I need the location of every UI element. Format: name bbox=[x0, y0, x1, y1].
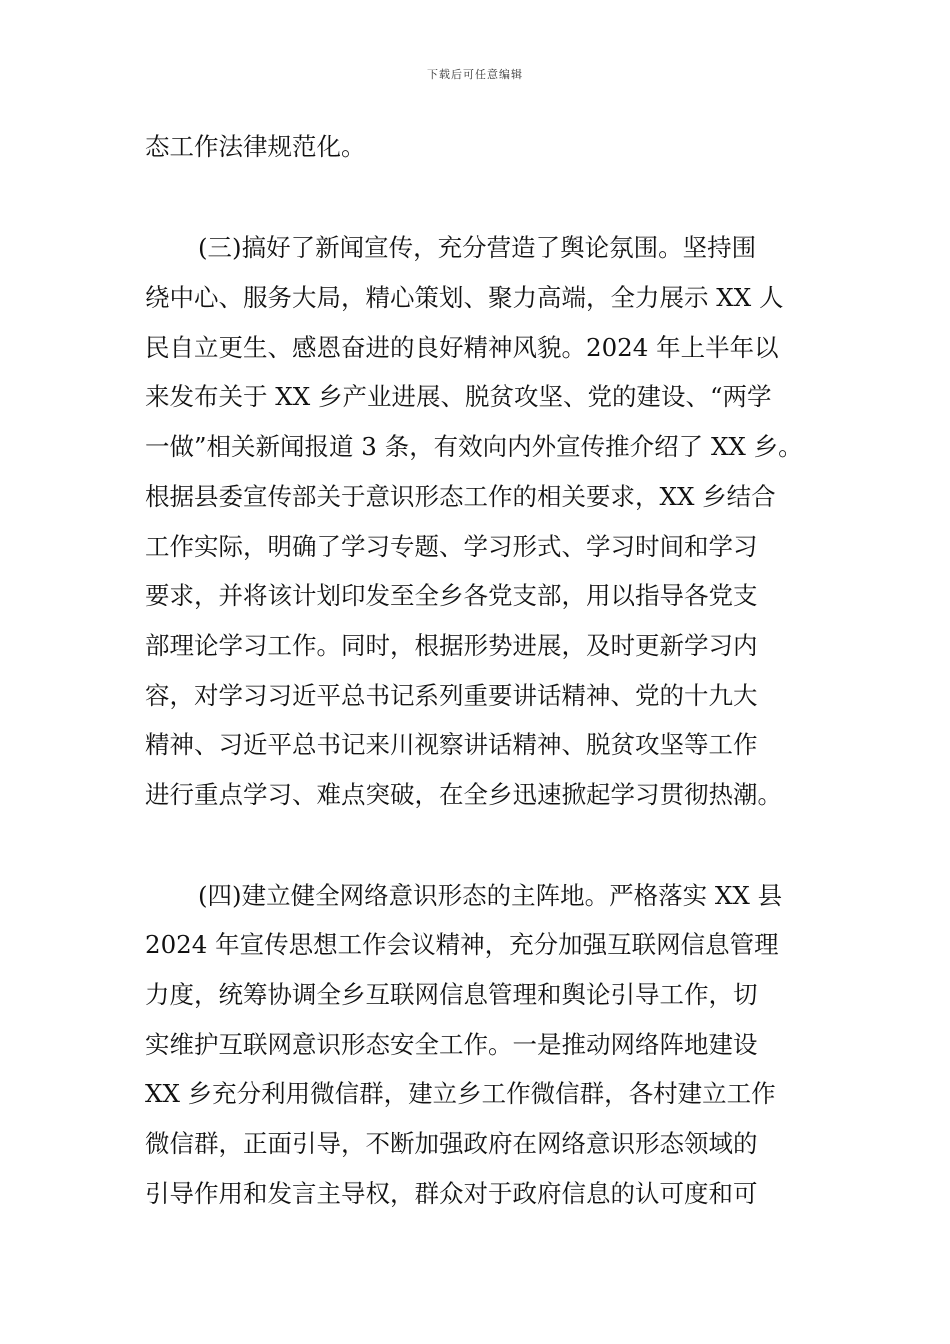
paragraph-line: (三)搞好了新闻宣传，充分营造了舆论氛围。坚持围 bbox=[198, 233, 757, 262]
paragraph-line: 来发布关于 XX 乡产业进展、脱贫攻坚、党的建设、“两学 bbox=[145, 382, 772, 411]
paragraph-line: 绕中心、服务大局，精心策划、聚力高端，全力展示 XX 人 bbox=[145, 283, 784, 312]
paragraph-line: XX 乡充分利用微信群，建立乡工作微信群，各村建立工作 bbox=[145, 1079, 776, 1108]
paragraph-line: 实维护互联网意识形态安全工作。一是推动网络阵地建设 bbox=[145, 1030, 758, 1059]
paragraph-line: (四)建立健全网络意识形态的主阵地。严格落实 XX 县 bbox=[198, 881, 783, 910]
paragraph-line: 民自立更生、感恩奋进的良好精神风貌。2024 年上半年以 bbox=[145, 333, 779, 362]
paragraph-line: 部理论学习工作。同时，根据形势进展，及时更新学习内 bbox=[145, 631, 758, 660]
paragraph-line: 工作实际，明确了学习专题、学习形式、学习时间和学习 bbox=[145, 532, 758, 561]
header-note: 下载后可任意编辑 bbox=[427, 68, 523, 81]
paragraph-line: 微信群，正面引导，不断加强政府在网络意识形态领域的 bbox=[145, 1129, 758, 1158]
paragraph-line: 2024 年宣传思想工作会议精神，充分加强互联网信息管理 bbox=[145, 930, 779, 959]
paragraph-line: 力度，统筹协调全乡互联网信息管理和舆论引导工作，切 bbox=[145, 980, 758, 1009]
paragraph-line: 态工作法律规范化。 bbox=[145, 132, 366, 161]
paragraph-line: 引导作用和发言主导权，群众对于政府信息的认可度和可 bbox=[145, 1179, 758, 1208]
paragraph-line: 容，对学习习近平总书记系列重要讲话精神、党的十九大 bbox=[145, 681, 758, 710]
paragraph-line: 根据县委宣传部关于意识形态工作的相关要求，XX 乡结合 bbox=[145, 482, 776, 511]
paragraph-line: 要求，并将该计划印发至全乡各党支部，用以指导各党支 bbox=[145, 581, 758, 610]
paragraph-line: 一做”相关新闻报道 3 条，有效向内外宣传推介绍了 XX 乡。 bbox=[145, 432, 803, 461]
paragraph-line: 精神、习近平总书记来川视察讲话精神、脱贫攻坚等工作 bbox=[145, 730, 758, 759]
paragraph-line: 进行重点学习、难点突破，在全乡迅速掀起学习贯彻热潮。 bbox=[145, 780, 782, 809]
